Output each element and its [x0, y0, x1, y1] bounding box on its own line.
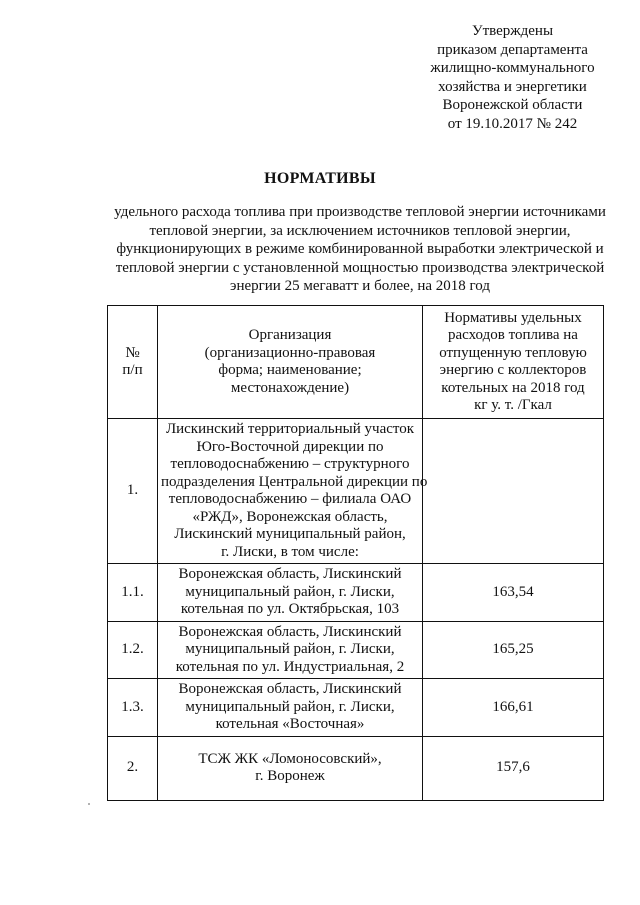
table-row: [108, 621, 604, 679]
org-line: тепловодоснабжению – структурного: [170, 456, 410, 472]
table-row: [108, 419, 604, 564]
row-org-cell: [158, 419, 428, 564]
header-num-line: №: [125, 344, 140, 361]
row-value-cell: 163,54: [423, 564, 604, 622]
row-num-cell: 1.: [108, 419, 158, 564]
org-line: муниципальный район, г. Лиски,: [185, 641, 395, 657]
table-header-row: [108, 306, 604, 419]
row-org-cell: [158, 621, 423, 679]
header-value-line: котельных на 2018 год: [441, 379, 585, 396]
row-value-cell: 165,25: [423, 621, 604, 679]
row-num-cell: 1.1.: [108, 564, 158, 622]
subtitle-line: тепловой энергии, за исключением источников тепловой энергии,: [149, 222, 571, 239]
org-line: ТСЖ ЖК «Ломоносовский»,: [198, 750, 382, 767]
row-value-cell: [423, 419, 604, 564]
subtitle-line: функционирующих в режиме комбинированной выработки электрической и: [116, 241, 604, 257]
approval-line: Утверждены: [471, 23, 554, 39]
org-line: котельная по ул. Октябрьская, 103: [180, 601, 400, 617]
header-num-cell: [108, 306, 158, 419]
scan-speck: [88, 803, 90, 805]
document-subtitle: [100, 203, 620, 296]
org-line: подразделения Центральной дирекции по: [161, 473, 428, 490]
document-title: НОРМАТИВЫ: [264, 170, 376, 187]
org-line: муниципальный район, г. Лиски,: [185, 583, 395, 600]
header-org-cell: [158, 306, 423, 419]
org-line: котельная по ул. Индустриальная, 2: [175, 658, 405, 675]
subtitle-line: удельного расхода топлива при производстве тепловой энергии источниками: [114, 204, 606, 220]
header-org-line: (организационно-правовая: [204, 344, 376, 361]
header-org-line: форма; наименование;: [218, 362, 362, 378]
header-value-line: кг у. т. /Гкал: [474, 397, 552, 413]
row-org-cell: [158, 564, 423, 622]
header-value-line: отпущенную тепловую: [439, 344, 587, 361]
org-line: Юго-Восточной дирекции по: [196, 438, 384, 455]
row-value-cell: 157,6: [423, 736, 604, 800]
row-org-cell: [158, 736, 423, 800]
approval-line: Воронежской области: [442, 97, 583, 113]
org-line: Лискинский муниципальный район,: [174, 526, 406, 542]
org-line: тепловодоснабжению – филиала ОАО: [168, 491, 412, 507]
approval-block: [405, 22, 620, 133]
row-num-cell: 1.2.: [108, 621, 158, 679]
org-line: муниципальный район, г. Лиски,: [185, 698, 395, 715]
header-value-line: Нормативы удельных: [444, 309, 582, 326]
subtitle-line: энергии 25 мегаватт и более, на 2018 год: [230, 278, 490, 294]
org-line: Лискинский территориальный участок: [165, 421, 415, 437]
table-row: [108, 564, 604, 622]
header-num-line: п/п: [122, 362, 143, 378]
org-line: «РЖД», Воронежская область,: [192, 508, 388, 525]
row-num-cell: 2.: [108, 736, 158, 800]
table-row: [108, 679, 604, 737]
subtitle-line: тепловой энергии с установленной мощностью производства электрической: [115, 259, 605, 276]
header-org-line: местонахождение): [230, 379, 350, 396]
approval-line: от 19.10.2017 № 242: [447, 115, 578, 132]
header-value-line: энергию с коллекторов: [439, 362, 587, 378]
table-row: [108, 736, 604, 800]
row-org-cell: [158, 679, 423, 737]
row-value-cell: 166,61: [423, 679, 604, 737]
org-line: Воронежская область, Лискинский: [178, 623, 402, 640]
approval-line: жилищно-коммунального: [430, 60, 595, 76]
org-line: Воронежская область, Лискинский: [178, 681, 402, 697]
approval-line: хозяйства и энергетики: [438, 78, 587, 95]
header-value-line: расходов топлива на: [448, 327, 578, 343]
org-line: г. Воронеж: [255, 768, 325, 784]
norms-table: [107, 305, 604, 801]
org-line: г. Лиски, в том числе:: [221, 543, 359, 560]
header-value-cell: [423, 306, 604, 419]
row-num-cell: 1.3.: [108, 679, 158, 737]
header-org-line: Организация: [248, 327, 332, 343]
org-line: Воронежская область, Лискинский: [178, 566, 402, 582]
approval-line: приказом департамента: [437, 41, 588, 58]
org-line: котельная «Восточная»: [215, 716, 365, 732]
